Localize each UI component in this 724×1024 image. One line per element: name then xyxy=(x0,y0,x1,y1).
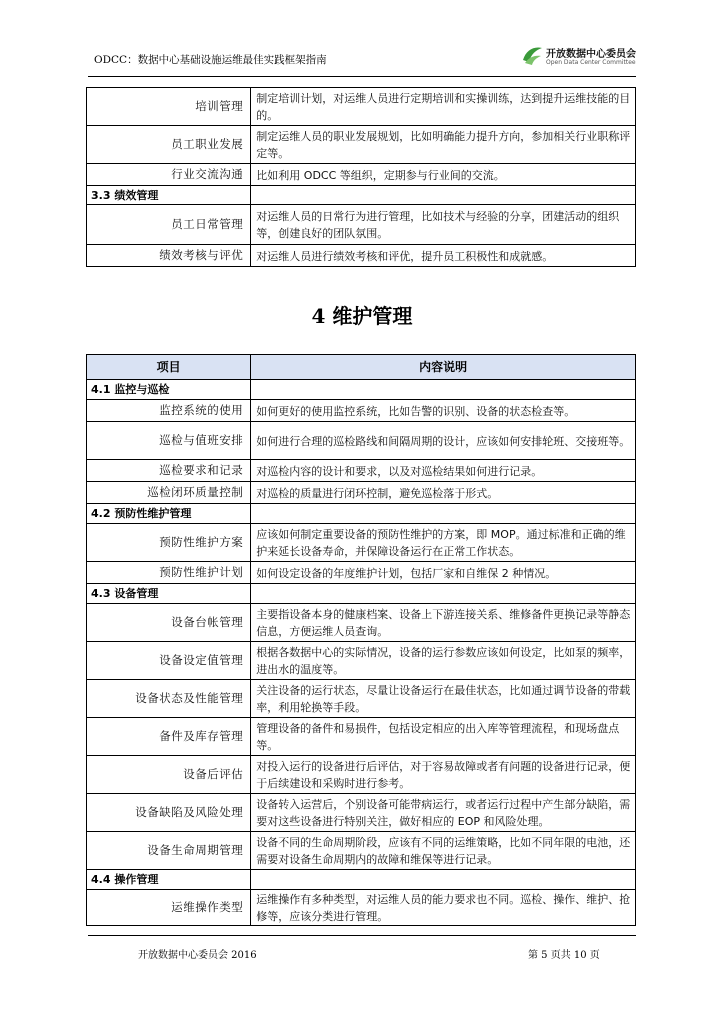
section-blank xyxy=(251,504,636,524)
row-desc: 对巡检内容的设计和要求，以及对巡检结果如何进行记录。 xyxy=(251,460,636,482)
row-desc: 运维操作有多种类型，对运维人员的能力要求也不同。巡检、操作、维护、抢修等，应该分类进行管理。 xyxy=(251,890,636,926)
table-row xyxy=(87,482,636,504)
table-row xyxy=(87,890,636,926)
row-item: 巡检闭环质量控制 xyxy=(87,482,251,504)
chapter-title: 4 维护管理 xyxy=(311,304,413,328)
row-desc: 制定培训计划，对运维人员进行定期培训和实操训练，达到提升运维技能的目的。 xyxy=(251,88,636,126)
row-desc: 如何设定设备的年度维护计划，包括厂家和自维保 2 种情况。 xyxy=(251,562,636,584)
table-row xyxy=(87,562,636,584)
row-item: 绩效考核与评优 xyxy=(87,245,251,267)
row-desc: 对运维人员进行绩效考核和评优，提升员工积极性和成就感。 xyxy=(251,245,636,267)
row-desc: 管理设备的备件和易损件，包括设定相应的出入库等管理流程，和现场盘点等。 xyxy=(251,718,636,756)
row-item: 设备设定值管理 xyxy=(87,642,251,680)
section-title: 3.3 绩效管理 xyxy=(87,186,251,205)
table-row xyxy=(87,422,636,460)
row-item: 预防性维护计划 xyxy=(87,562,251,584)
row-item: 员工职业发展 xyxy=(87,126,251,164)
row-desc: 设备转入运营后，个别设备可能带病运行，或者运行过程中产生部分缺陷，需要对这些设备进行特别关注，做好相应的 EOP 和风险处理。 xyxy=(251,794,636,832)
row-desc: 如何更好的使用监控系统，比如告警的识别、设备的状态检查等。 xyxy=(251,400,636,422)
section-blank xyxy=(251,380,636,400)
table-row xyxy=(87,126,636,164)
row-item: 巡检要求和记录 xyxy=(87,460,251,482)
table-row xyxy=(87,88,636,126)
table-row xyxy=(87,524,636,562)
section-row xyxy=(87,504,636,524)
col-header-item: 项目 xyxy=(87,355,251,380)
row-item: 设备后评估 xyxy=(87,756,251,794)
row-desc: 主要指设备本身的健康档案、设备上下游连接关系、维修备件更换记录等静态信息，方便运维人员查询。 xyxy=(251,604,636,642)
row-item: 备件及库存管理 xyxy=(87,718,251,756)
table-row xyxy=(87,642,636,680)
section-row xyxy=(87,186,636,205)
row-item: 预防性维护方案 xyxy=(87,524,251,562)
row-desc: 应该如何制定重要设备的预防性维护的方案，即 MOP。通过标准和正确的维护来延长设备寿命，并保障设备运行在正常工作状态。 xyxy=(251,524,636,562)
row-desc: 如何进行合理的巡检路线和间隔周期的设计，应该如何安排轮班、交接班等。 xyxy=(251,422,636,460)
logo-text-zh: 开放数据中心委员会 xyxy=(546,49,636,60)
table-row xyxy=(87,164,636,186)
col-header-desc: 内容说明 xyxy=(251,355,636,380)
table-row xyxy=(87,756,636,794)
row-desc: 比如利用 ODCC 等组织，定期参与行业间的交流。 xyxy=(251,164,636,186)
row-desc: 对巡检的质量进行闭环控制，避免巡检落于形式。 xyxy=(251,482,636,504)
row-item: 监控系统的使用 xyxy=(87,400,251,422)
odcc-logo xyxy=(520,44,650,72)
table-section-3 xyxy=(86,87,636,267)
row-item: 设备台帐管理 xyxy=(87,604,251,642)
row-desc: 对运维人员的日常行为进行管理，比如技术与经验的分享，团建活动的组织等，创建良好的团队氛围。 xyxy=(251,205,636,245)
logo-text-en: Open Data Center Committee xyxy=(546,59,636,66)
section-title: 4.2 预防性维护管理 xyxy=(87,504,251,524)
table-row xyxy=(87,400,636,422)
table-row xyxy=(87,718,636,756)
row-item: 运维操作类型 xyxy=(87,890,251,926)
row-item: 巡检与值班安排 xyxy=(87,422,251,460)
footer-organization: 开放数据中心委员会 2016 xyxy=(138,950,257,961)
row-desc: 根据各数据中心的实际情况，设备的运行参数应该如何设定，比如泵的频率，进出水的温度等。 xyxy=(251,642,636,680)
table-maintenance xyxy=(86,354,636,926)
row-desc: 对投入运行的设备进行后评估，对于容易故障或者有问题的设备进行记录，便于后续建设和采购时进行参考。 xyxy=(251,756,636,794)
table-row xyxy=(87,794,636,832)
row-item: 行业交流沟通 xyxy=(87,164,251,186)
row-item: 设备生命周期管理 xyxy=(87,832,251,870)
row-desc: 关注设备的运行状态，尽量让设备运行在最佳状态，比如通过调节设备的带载率，利用轮换等手段。 xyxy=(251,680,636,718)
row-desc: 制定运维人员的职业发展规划，比如明确能力提升方向，参加相关行业职称评定等。 xyxy=(251,126,636,164)
running-header-title: ODCC：数据中心基础设施运维最佳实践框架指南 xyxy=(94,54,327,66)
table-row xyxy=(87,245,636,267)
odcc-logo-icon xyxy=(520,44,544,66)
table-row xyxy=(87,680,636,718)
section-row xyxy=(87,584,636,604)
table-header-row xyxy=(87,355,636,380)
section-title: 4.4 操作管理 xyxy=(87,870,251,890)
table-row xyxy=(87,832,636,870)
footer-page-number: 第 5 页共 10 页 xyxy=(528,950,600,961)
row-desc: 设备不同的生命周期阶段，应该有不同的运维策略，比如不同年限的电池，还需要对设备生命周期内的故障和维保等进行记录。 xyxy=(251,832,636,870)
section-blank xyxy=(251,870,636,890)
section-title: 4.3 设备管理 xyxy=(87,584,251,604)
footer-divider xyxy=(88,935,636,936)
table-row xyxy=(87,460,636,482)
section-blank xyxy=(251,584,636,604)
section-row xyxy=(87,380,636,400)
section-row xyxy=(87,870,636,890)
table-row xyxy=(87,604,636,642)
row-item: 培训管理 xyxy=(87,88,251,126)
row-item: 员工日常管理 xyxy=(87,205,251,245)
table-row xyxy=(87,205,636,245)
row-item: 设备状态及性能管理 xyxy=(87,680,251,718)
row-item: 设备缺陷及风险处理 xyxy=(87,794,251,832)
section-blank xyxy=(251,186,636,205)
header-divider xyxy=(88,76,636,77)
section-title: 4.1 监控与巡检 xyxy=(87,380,251,400)
